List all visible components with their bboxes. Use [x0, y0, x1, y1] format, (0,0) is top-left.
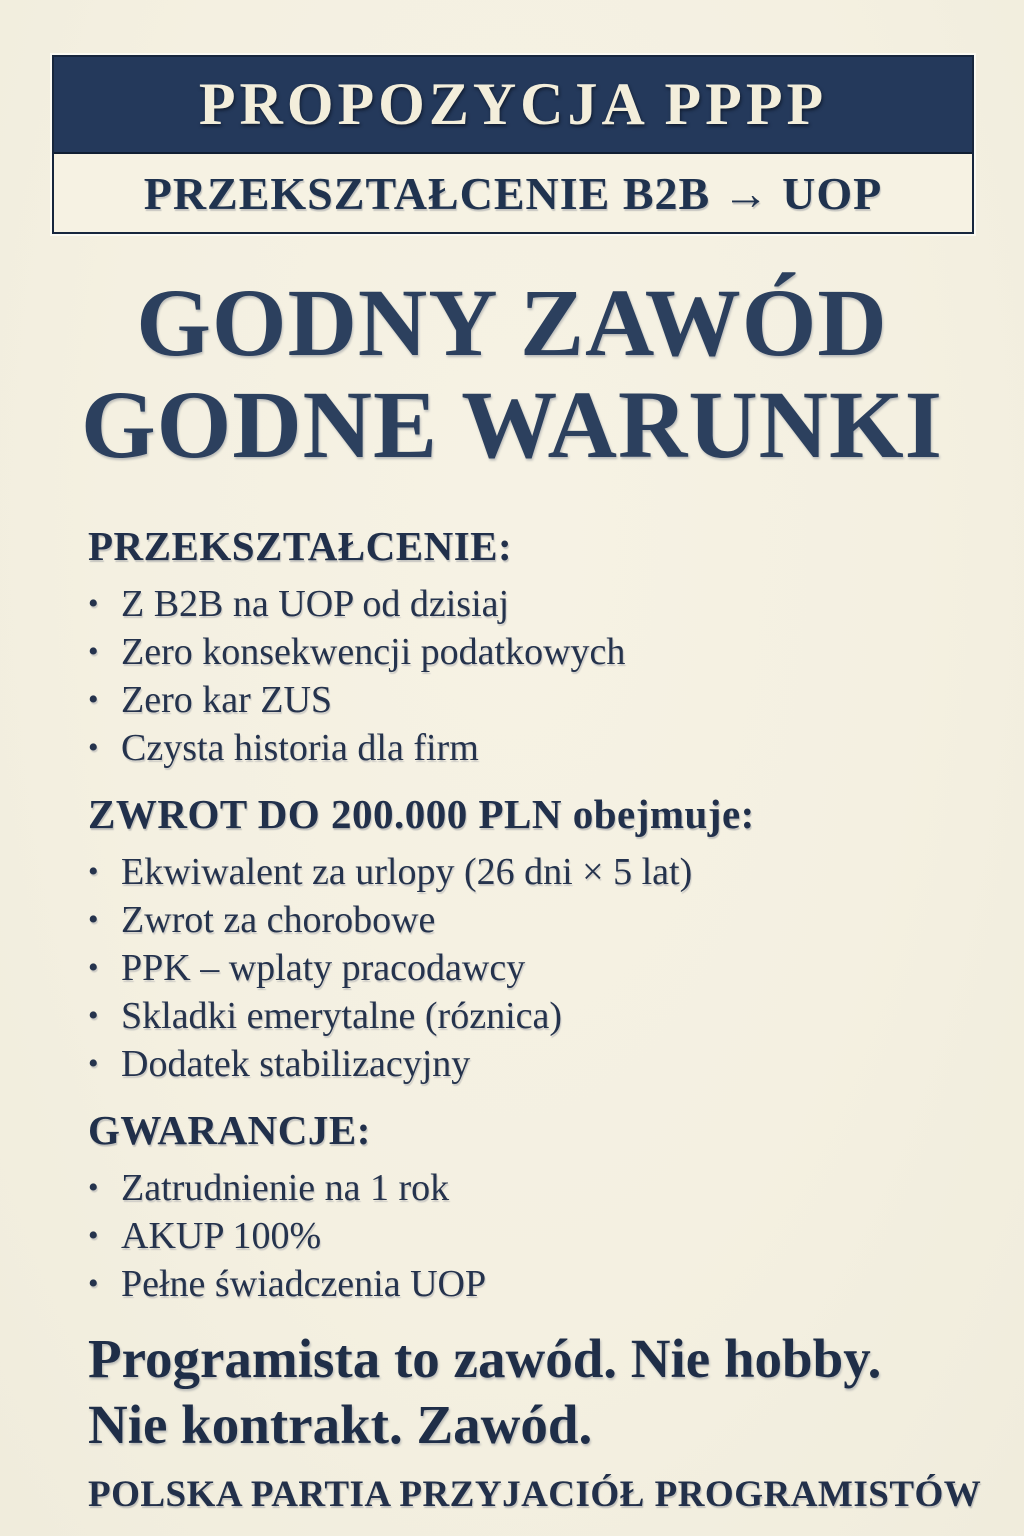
section-heading: ZWROT DO 200.000 PLN obejmuje: [88, 791, 755, 837]
main-headline [0, 269, 1024, 478]
list-item [88, 896, 968, 944]
list-item-text: Zero kar ZUS [121, 679, 333, 721]
bullet-icon: • [88, 999, 99, 1032]
list-item-text: Ekwiwalent za urlopy (26 dni × 5 lat) [121, 851, 693, 893]
list-item [88, 1212, 968, 1260]
list-item [88, 944, 968, 992]
list-item [88, 1164, 968, 1212]
list-item-text: Zatrudnienie na 1 rok [121, 1167, 450, 1209]
banner-navy-strip [54, 57, 972, 154]
list-item [88, 580, 968, 628]
list-item-text: PPK – wplaty pracodawcy [121, 947, 526, 989]
banner-title: PROPOZYCJA PPPP [198, 71, 828, 137]
bullet-icon: • [88, 587, 99, 620]
list-item-text: AKUP 100% [121, 1215, 322, 1257]
section-heading: GWARANCJE: [88, 1107, 371, 1153]
bullet-list [88, 1164, 968, 1308]
section-zwrot [88, 790, 968, 1088]
list-item [88, 848, 968, 896]
header-banner-box [52, 55, 974, 234]
headline-line-1: GODNY ZAWÓD [136, 269, 888, 376]
closing-statement [88, 1326, 968, 1458]
bullet-icon: • [88, 951, 99, 984]
content-column [88, 522, 968, 1326]
list-item-text: Dodatek stabilizacyjny [121, 1043, 471, 1085]
section-przeksztalcenie [88, 522, 968, 772]
list-item [88, 628, 968, 676]
headline-line-2: GODNE WARUNKI [81, 371, 943, 478]
list-item-text: Zero konsekwencji podatkowych [121, 631, 626, 673]
list-item-text: Czysta historia dla firm [121, 727, 479, 769]
banner-subtitle: PRZEKSZTAŁCENIE B2B → UOP [143, 167, 883, 219]
list-item [88, 724, 968, 772]
bullet-list [88, 580, 968, 772]
list-item [88, 676, 968, 724]
bullet-icon: • [88, 855, 99, 888]
list-item-text: Z B2B na UOP od dzisiaj [121, 583, 510, 625]
list-item [88, 1040, 968, 1088]
closing-line-1: Programista to zawód. Nie hobby. [88, 1328, 882, 1389]
bullet-icon: • [88, 635, 99, 668]
bullet-icon: • [88, 1047, 99, 1080]
banner-sub-strip [54, 154, 972, 232]
bullet-icon: • [88, 1267, 99, 1300]
list-item-text: Zwrot za chorobowe [121, 899, 436, 941]
list-item-text: Skladki emerytalne (róznica) [121, 995, 563, 1037]
closing-line-2: Nie kontrakt. Zawód. [88, 1394, 593, 1455]
list-item [88, 992, 968, 1040]
bullet-list [88, 848, 968, 1088]
list-item-text: Pełne świadczenia UOP [121, 1263, 487, 1305]
list-item [88, 1260, 968, 1308]
footer-party-name: POLSKA PARTIA PRZYJACIÓŁ PROGRAMISTÓW [88, 1474, 982, 1515]
bullet-icon: • [88, 683, 99, 716]
bullet-icon: • [88, 1171, 99, 1204]
bullet-icon: • [88, 903, 99, 936]
bullet-icon: • [88, 1219, 99, 1252]
section-heading: PRZEKSZTAŁCENIE: [88, 523, 513, 569]
bullet-icon: • [88, 731, 99, 764]
section-gwarancje [88, 1106, 968, 1308]
